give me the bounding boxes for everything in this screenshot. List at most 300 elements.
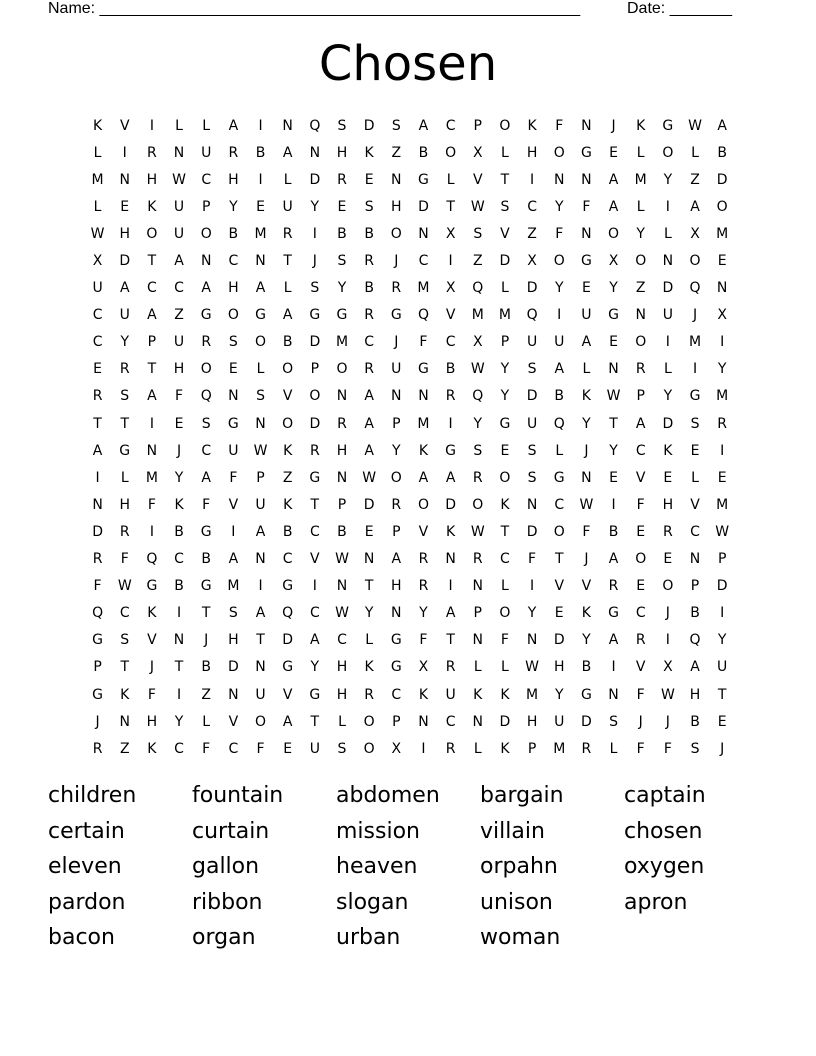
grid-letter: R [92,740,103,757]
grid-letter: E [337,198,347,215]
grid-letter: Y [636,225,645,242]
grid-letter: Y [174,469,184,486]
grid-letter: A [391,551,402,568]
grid-letter: Q [553,415,565,432]
grid-letter: V [581,578,592,595]
grid-letter: F [636,686,645,703]
name-line: Name: ______________________________________________________ [48,0,581,17]
grid-letter: U [662,307,673,324]
grid-letter: A [581,334,592,351]
grid-letter: O [363,713,375,730]
grid-letter: M [716,225,729,242]
grid-letter: Q [689,280,701,297]
grid-letter: O [390,469,402,486]
grid-letter: N [228,388,239,405]
grid-letter: X [472,334,483,351]
grid-letter: K [364,659,374,676]
grid-letter: X [92,253,103,270]
grid-letter: P [392,415,401,432]
grid-letter: U [92,280,103,297]
grid-letter: U [526,415,538,432]
grid-letter: M [227,578,240,595]
grid-letter: L [663,225,672,242]
grid-letter: B [445,361,456,378]
grid-letter: B [608,523,619,540]
grid-letter: X [663,659,673,676]
grid-letter: R [147,144,157,161]
grid-letter: W [470,198,485,215]
grid-letter: O [363,740,375,757]
grid-letter: D [499,253,511,270]
grid-letter: R [119,523,130,540]
grid-letter: M [335,334,349,351]
grid-letter: I [312,578,317,595]
grid-letter: Q [200,388,212,405]
grid-letter: R [662,523,673,540]
grid-letter: A [201,280,211,297]
grid-letter: R [472,469,483,486]
grid-letter: M [526,686,539,703]
grid-letter: O [608,225,620,242]
grid-letter: F [636,496,645,513]
grid-letter: E [717,469,727,486]
grid-letter: N [119,713,130,730]
grid-letter: G [255,307,266,324]
grid-letter: V [500,225,510,242]
grid-letter: H [336,442,348,459]
grid-row [84,112,736,139]
grid-letter: T [446,198,455,215]
grid-letter: A [92,442,103,459]
grid-letter: O [336,361,348,378]
grid-letter: L [691,144,699,161]
grid-letter: R [445,659,456,676]
grid-letter: N [716,280,728,297]
grid-letter: L [663,361,672,378]
grid-letter: J [149,659,154,676]
grid-letter: T [147,253,157,270]
grid-letter: N [581,469,592,486]
grid-letter: M [553,740,566,757]
grid-letter: H [119,496,130,513]
grid-row [84,573,736,600]
grid-letter: Y [663,388,673,405]
grid-letter: I [720,605,725,622]
grid-letter: C [119,605,130,622]
grid-letter: I [122,144,127,161]
grid-letter: E [256,198,265,215]
grid-letter: W [117,578,132,595]
grid-letter: A [364,388,374,405]
word-bank-item: organ [192,925,256,951]
grid-letter: G [662,117,674,134]
grid-letter: B [201,551,211,568]
grid-letter: Q [417,307,429,324]
grid-row [84,627,736,654]
grid-letter: D [553,632,565,649]
grid-letter: S [337,740,347,757]
grid-letter: L [283,280,292,297]
grid-letter: H [526,144,538,161]
grid-letter: R [228,144,239,161]
grid-letter: J [204,632,209,649]
grid-letter: K [500,740,510,757]
grid-row [84,329,736,356]
grid-letter: Z [635,280,646,297]
grid-letter: L [473,659,482,676]
word-bank-item: orpahn [480,854,558,880]
grid-letter: S [500,198,510,215]
grid-letter: G [418,361,429,378]
grid-letter: B [690,713,700,730]
grid-letter: P [310,361,320,378]
grid-letter: N [363,551,375,568]
grid-letter: O [499,469,511,486]
grid-letter: R [119,361,130,378]
grid-letter: L [582,361,591,378]
grid-letter: A [608,171,619,188]
grid-letter: O [146,225,158,242]
grid-letter: E [636,578,646,595]
grid-letter: R [472,551,483,568]
grid-letter: E [283,740,293,757]
grid-letter: I [665,334,670,351]
grid-letter: B [337,523,347,540]
grid-letter: A [608,551,619,568]
grid-row [84,546,736,573]
grid-letter: G [282,578,294,595]
grid-letter: C [364,334,375,351]
grid-letter: Z [282,469,293,486]
grid-letter: C [337,632,347,649]
grid-letter: T [446,632,455,649]
grid-letter: B [554,388,565,405]
grid-letter: X [690,225,700,242]
grid-letter: D [662,415,674,432]
grid-letter: E [554,605,564,622]
grid-letter: M [417,280,430,297]
grid-letter: J [720,740,725,757]
grid-letter: S [391,117,401,134]
grid-letter: D [526,523,538,540]
word-bank-item: slogan [336,889,409,915]
grid-letter: N [662,253,674,270]
grid-letter: U [554,713,565,730]
grid-letter: F [93,578,102,595]
grid-letter: F [419,632,428,649]
grid-letter: W [172,171,186,188]
grid-letter: E [609,469,618,486]
grid-letter: U [255,686,266,703]
grid-letter: O [200,225,212,242]
grid-letter: C [228,253,239,270]
grid-row [84,193,736,220]
grid-letter: L [93,144,102,161]
grid-letter: I [557,307,562,324]
grid-letter: H [119,225,130,242]
grid-letter: N [336,388,348,405]
grid-letter: F [582,523,591,540]
grid-letter: G [390,632,402,649]
grid-letter: P [473,117,482,134]
grid-letter: V [282,388,293,405]
grid-letter: A [554,361,565,378]
grid-letter: K [636,117,646,134]
grid-letter: E [663,551,673,568]
grid-letter: L [338,713,346,730]
grid-letter: N [553,171,565,188]
grid-letter: M [254,225,267,242]
grid-letter: D [526,388,538,405]
grid-letter: G [282,659,294,676]
grid-letter: I [176,686,182,703]
grid-letter: K [500,496,510,513]
grid-letter: K [364,144,374,161]
grid-letter: C [174,551,184,568]
grid-row [84,600,736,627]
grid-letter: S [337,253,347,270]
grid-letter: A [418,469,429,486]
grid-letter: N [526,496,538,513]
grid-letter: N [92,496,103,513]
grid-letter: R [418,578,429,595]
grid-letter: J [665,605,670,622]
grid-letter: O [553,253,565,270]
word-bank-item: chosen [624,818,703,844]
grid-letter: I [665,198,670,215]
page-title: Chosen [318,36,498,92]
grid-letter: E [636,523,646,540]
grid-letter: C [282,551,293,568]
grid-letter: N [336,578,348,595]
letter-grid [84,112,736,762]
grid-letter: W [688,117,702,134]
grid-letter: V [690,496,700,513]
grid-letter: M [716,496,729,513]
grid-letter: C [92,307,103,324]
grid-letter: K [527,117,537,134]
word-bank-item: woman [480,925,561,951]
grid-letter: R [201,334,212,351]
grid-letter: M [688,334,702,351]
grid-letter: L [283,171,292,188]
grid-row [84,681,736,708]
grid-letter: D [499,713,511,730]
grid-letter: D [119,253,131,270]
grid-letter: P [500,334,510,351]
grid-letter: D [282,632,294,649]
grid-letter: R [364,361,374,378]
grid-letter: G [445,442,457,459]
grid-letter: O [227,307,239,324]
grid-letter: A [445,469,456,486]
grid-letter: N [255,415,266,432]
grid-letter: D [363,496,375,513]
grid-letter: R [635,632,646,649]
grid-letter: H [662,496,674,513]
grid-letter: N [146,442,158,459]
grid-letter: L [93,198,102,215]
grid-letter: T [717,686,727,703]
grid-letter: X [717,307,727,324]
grid-letter: C [445,117,456,134]
grid-letter: F [555,225,564,242]
grid-letter: T [120,415,130,432]
grid-letter: S [473,442,483,459]
grid-letter: Q [309,117,321,134]
grid-letter: I [258,578,263,595]
grid-letter: U [526,334,538,351]
word-bank-item: fountain [192,783,284,808]
word-bank-item: eleven [48,854,122,880]
grid-letter: U [581,307,592,324]
grid-letter: G [580,144,592,161]
grid-letter: Z [119,740,130,757]
grid-letter: W [335,605,349,622]
grid-letter: M [91,171,104,188]
grid-letter: V [147,632,157,649]
word-bank-item: ribbon [192,889,263,915]
grid-letter: D [363,117,375,134]
grid-letter: K [174,496,184,513]
grid-letter: Q [689,632,701,649]
grid-letter: O [499,605,511,622]
grid-letter: H [336,144,348,161]
grid-letter: Y [717,632,727,649]
grid-letter: J [692,307,698,324]
grid-letter: E [364,171,374,188]
grid-letter: I [421,740,426,757]
grid-letter: J [611,117,616,134]
grid-letter: A [445,605,456,622]
grid-letter: K [120,686,130,703]
grid-letter: A [690,659,700,676]
grid-letter: L [609,740,618,757]
grid-letter: C [92,334,103,351]
grid-letter: V [228,496,239,513]
word-bank-item: curtain [192,818,270,844]
grid-letter: F [202,740,211,757]
grid-letter: D [309,334,321,351]
grid-letter: L [175,117,183,134]
grid-letter: W [606,388,621,405]
grid-letter: Y [337,280,347,297]
grid-row [84,437,736,464]
grid-letter: R [364,686,374,703]
grid-letter: U [255,496,266,513]
grid-letter: L [501,280,509,297]
grid-letter: L [691,469,699,486]
grid-letter: B [174,578,184,595]
grid-letter: Y [500,388,510,405]
grid-letter: Y [310,198,320,215]
grid-letter: E [93,361,102,378]
grid-letter: I [720,442,725,459]
grid-letter: A [608,198,619,215]
grid-letter: L [446,171,455,188]
grid-letter: R [581,740,592,757]
grid-letter: U [554,334,565,351]
grid-letter: D [445,496,456,513]
grid-letter: G [390,307,402,324]
grid-letter: C [445,713,456,730]
grid-letter: Y [364,605,374,622]
grid-letter: C [527,198,537,215]
grid-letter: G [580,686,592,703]
grid-letter: T [310,496,320,513]
grid-letter: T [310,713,320,730]
grid-letter: T [93,415,102,432]
grid-letter: C [500,551,510,568]
grid-letter: T [364,578,374,595]
grid-letter: E [609,144,618,161]
grid-letter: A [255,605,266,622]
grid-letter: K [581,605,591,622]
grid-letter: O [635,253,647,270]
grid-letter: Y [663,171,673,188]
grid-letter: G [309,469,321,486]
grid-letter: K [581,388,591,405]
grid-letter: F [582,198,591,215]
grid-letter: P [636,388,645,405]
grid-letter: E [690,442,700,459]
word-bank-item: urban [336,925,401,951]
grid-letter: U [173,225,185,242]
grid-letter: G [227,415,239,432]
grid-letter: E [717,713,727,730]
grid-letter: H [228,632,239,649]
grid-letter: N [472,713,483,730]
grid-letter: A [147,307,157,324]
grid-letter: Q [526,307,538,324]
grid-letter: E [717,253,727,270]
grid-letter: K [147,740,157,757]
grid-letter: P [392,523,401,540]
grid-letter: J [95,713,100,730]
grid-letter: V [635,659,646,676]
word-bank-item: apron [624,889,688,915]
grid-letter: U [119,307,130,324]
grid-letter: X [608,253,619,270]
grid-letter: H [228,280,239,297]
grid-letter: K [446,523,456,540]
grid-letter: Y [717,361,727,378]
grid-letter: N [282,117,293,134]
grid-letter: I [448,253,453,270]
grid-letter: N [255,659,266,676]
grid-letter: I [448,415,453,432]
grid-letter: I [149,117,154,134]
grid-letter: D [309,415,321,432]
grid-letter: U [228,442,239,459]
grid-letter: I [231,523,236,540]
grid-letter: R [364,253,374,270]
grid-letter: U [173,334,185,351]
grid-letter: W [470,361,485,378]
grid-letter: I [611,659,616,676]
grid-letter: N [445,551,456,568]
grid-letter: Y [609,280,618,297]
grid-letter: A [147,388,157,405]
grid-letter: O [255,334,267,351]
grid-letter: W [335,551,349,568]
grid-letter: M [634,171,647,188]
word-bank-item: heaven [336,854,418,880]
grid-row [84,139,736,166]
grid-letter: O [472,496,484,513]
grid-letter: F [147,686,156,703]
grid-letter: S [527,361,537,378]
